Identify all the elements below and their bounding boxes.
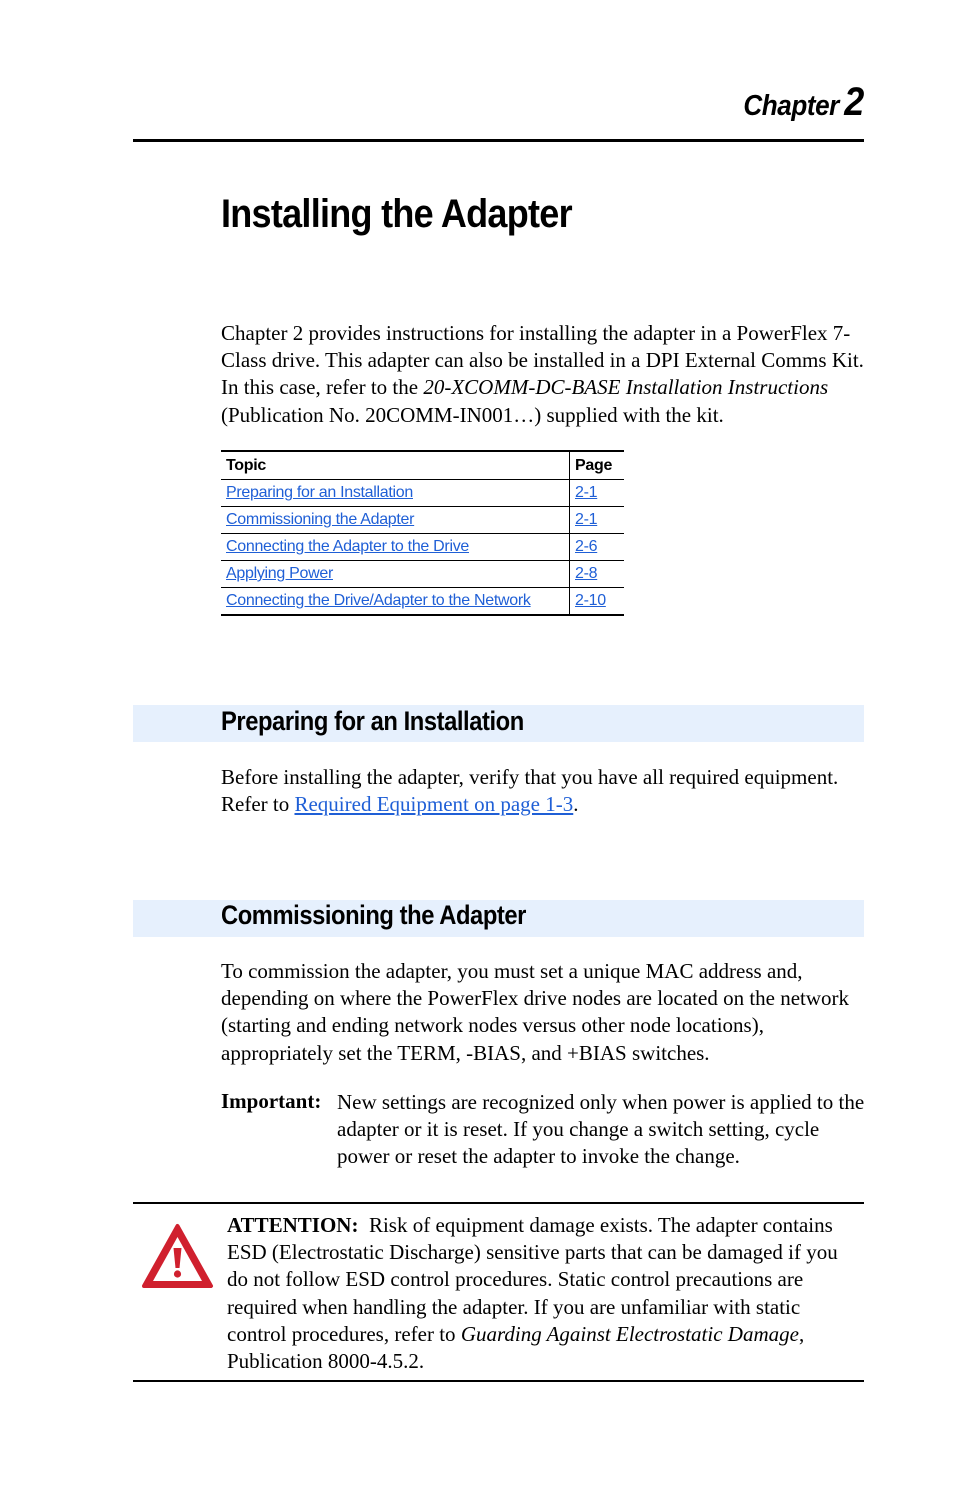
- table-row: [221, 507, 624, 534]
- attention-top-rule: [133, 1202, 864, 1204]
- table-row: [221, 588, 624, 616]
- chapter-label: [744, 80, 864, 125]
- page-link-connecting-network[interactable]: 2-10: [575, 592, 606, 609]
- intro-text-2: (Publication No. 20COMM-IN001…) supplied with the kit.: [221, 402, 724, 427]
- table-row: [221, 561, 624, 588]
- warning-triangle-icon: [140, 1222, 215, 1290]
- attention-paragraph: [227, 1212, 857, 1375]
- topic-link-connecting-network[interactable]: Connecting the Drive/Adapter to the Network: [226, 592, 531, 609]
- page-link-commissioning[interactable]: 2-1: [575, 511, 598, 528]
- topic-link-applying-power[interactable]: Applying Power: [226, 565, 333, 582]
- intro-italic-reference: 20-XCOMM-DC-BASE Installation Instructions: [423, 375, 829, 400]
- topic-link-connecting-drive[interactable]: Connecting the Adapter to the Drive: [226, 538, 469, 555]
- topic-column-header: Topic: [221, 451, 570, 480]
- attention-text-1: Risk of equipment damage exists. The adapter contains ESD (Electrostatic Discharge) sensitive parts that can be damaged if you do not follow ESD control procedures. Static control precautions are required when handling the adapter. If you are unfamiliar with static control procedures, refer to: [227, 1213, 838, 1346]
- important-text: New settings are recognized only when power is applied to the adapter or it is reset. If you change a switch setting, cycle power or reset the adapter to invoke the change.: [337, 1090, 865, 1169]
- topic-link-preparing[interactable]: Preparing for an Installation: [226, 484, 413, 501]
- section-heading-preparing: Preparing for an Installation: [221, 706, 524, 736]
- chapter-number: 2: [844, 80, 864, 124]
- section-heading-commissioning: Commissioning the Adapter: [221, 900, 526, 930]
- important-label: Important:: [221, 1089, 322, 1113]
- page-column-header: Page: [570, 451, 625, 480]
- page-link-preparing[interactable]: 2-1: [575, 484, 598, 501]
- preparing-text-1: Before installing the adapter, verify that you have all required equipment. Refer to: [221, 765, 839, 817]
- page-title: Installing the Adapter: [221, 192, 572, 236]
- required-equipment-link[interactable]: Required Equipment on page 1-3: [294, 792, 574, 817]
- topic-link-commissioning[interactable]: Commissioning the Adapter: [226, 511, 415, 528]
- attention-bottom-rule: [133, 1380, 864, 1382]
- topic-table-header-row: [221, 451, 624, 480]
- page-link-applying-power[interactable]: 2-8: [575, 565, 598, 582]
- chapter-word: Chapter: [743, 90, 840, 122]
- preparing-paragraph: [221, 764, 866, 818]
- preparing-text-2: .: [573, 792, 579, 817]
- page-link-connecting-drive[interactable]: 2-6: [575, 538, 598, 555]
- intro-paragraph: [221, 320, 866, 429]
- topic-table: [221, 450, 624, 616]
- table-row: [221, 534, 624, 561]
- chapter-divider: [133, 139, 864, 142]
- intro-text-1: Chapter 2 provides instructions for installing the adapter in a PowerFlex 7-Class drive. This adapter can also be installed in a DPI External Comms Kit. In this case, refer to the: [221, 321, 864, 400]
- table-row: [221, 480, 624, 507]
- attention-italic-reference: Guarding Against Electrostatic Damage: [460, 1321, 799, 1346]
- attention-label: ATTENTION:: [227, 1213, 359, 1237]
- commissioning-paragraph: To commission the adapter, you must set a unique MAC address and, depending on where the PowerFlex drive nodes are located on the network (starting and ending network nodes versus other node locations), appropriately set the TERM, -BIAS, and +BIAS switches.: [221, 959, 850, 1065]
- attention-text-2: , Publication 8000-4.5.2.: [227, 1321, 805, 1374]
